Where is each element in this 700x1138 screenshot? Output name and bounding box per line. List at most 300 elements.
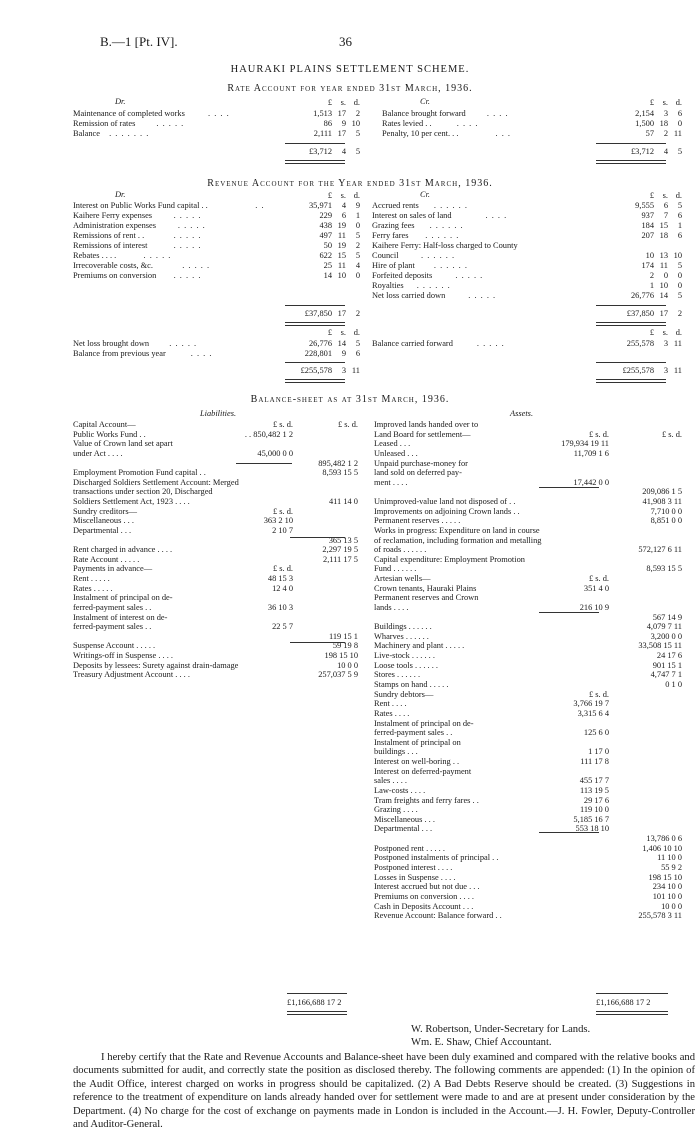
asset-inner-amount: £ s. d. bbox=[588, 429, 609, 439]
revenue-left-row-pounds: 35,971 bbox=[308, 201, 332, 210]
liability-row bbox=[73, 632, 363, 642]
revenue-right-row bbox=[372, 241, 682, 251]
rate-right-total-pence: 5 bbox=[677, 147, 682, 156]
rate-right-row-leader: . . . bbox=[495, 129, 511, 138]
rate-right-row-leader: . . . . bbox=[486, 109, 509, 118]
revenue-right-row bbox=[372, 261, 682, 271]
rate-left-row-shillings: 17 bbox=[337, 109, 346, 118]
liability-row bbox=[73, 430, 363, 440]
revenue-right2-total-shillings: 3 bbox=[663, 366, 668, 375]
asset-row bbox=[374, 873, 684, 883]
revenue-left2-currency-pounds: £ bbox=[327, 328, 332, 337]
revenue-right2-row-pounds: 255,578 bbox=[626, 339, 654, 348]
revenue-left-row-label: Rebates . . . . bbox=[73, 251, 117, 260]
revenue-left-currency-pounds: £ bbox=[327, 191, 332, 200]
rate-right-total-shillings: 4 bbox=[663, 147, 668, 156]
liability-row bbox=[73, 574, 363, 584]
revenue-left2-row-pounds: 228,801 bbox=[304, 349, 332, 358]
asset-outer-amount: 8,851 0 0 bbox=[650, 516, 682, 526]
rate-left-row-leader: . . . . . bbox=[156, 119, 185, 128]
rate-right-row-label: Penalty, 10 per cent. . . bbox=[382, 129, 459, 138]
asset-label: land sold on deferred pay- bbox=[374, 468, 462, 478]
asset-row bbox=[374, 815, 684, 825]
liability-inner-amount: 12 4 0 bbox=[272, 583, 293, 593]
asset-outer-amount: 567 14 9 bbox=[652, 612, 682, 622]
revenue-right-row bbox=[372, 201, 682, 211]
revenue-dr-label: Dr. bbox=[115, 190, 126, 199]
asset-debtors-rule bbox=[539, 832, 599, 833]
revenue-right-row bbox=[372, 211, 682, 221]
revenue-left-row-pounds: 25 bbox=[323, 261, 332, 270]
rate-right-total bbox=[382, 147, 682, 157]
revenue-left2-row-leader: . . . . bbox=[190, 349, 213, 358]
revenue-left-row-shillings: 19 bbox=[337, 221, 346, 230]
revenue-right-row-shillings: 6 bbox=[663, 201, 668, 210]
revenue-right-row-shillings: 15 bbox=[659, 221, 668, 230]
revenue-right-row-pounds: 10 bbox=[645, 251, 654, 260]
asset-row bbox=[374, 632, 684, 642]
revenue-right-total-pence: 2 bbox=[677, 309, 682, 318]
liability-subtotal-amount: 257,037 5 9 bbox=[318, 670, 358, 680]
revenue-right-row-pounds: 26,776 bbox=[630, 291, 654, 300]
revenue-left2-row-leader: . . . . . bbox=[169, 339, 198, 348]
liability-label: under Act . . . . bbox=[73, 448, 123, 458]
revenue-right-row-shillings: 7 bbox=[663, 211, 668, 220]
asset-row bbox=[374, 728, 684, 738]
liability-label: Rates . . . . . bbox=[73, 583, 113, 593]
revenue-right-row-leader: . . . . . . bbox=[416, 281, 451, 290]
asset-row bbox=[374, 834, 684, 844]
revenue-right-row-label: Kaihere Ferry: Half-loss charged to County bbox=[372, 241, 518, 250]
revenue-left-row-leader: . . . . . bbox=[177, 221, 206, 230]
revenue-left-row bbox=[73, 251, 360, 261]
asset-label: Departmental . . . bbox=[374, 824, 433, 834]
liability-inner-amount: 363 2 10 bbox=[263, 516, 293, 526]
rate-right-row-shillings: 2 bbox=[663, 129, 668, 138]
asset-label: Leased . . . bbox=[374, 439, 411, 449]
asset-inner-amount: 455 17 7 bbox=[579, 776, 609, 786]
revenue-right-row-pounds: 207 bbox=[641, 231, 654, 240]
revenue-left-row-shillings: 15 bbox=[337, 251, 346, 260]
asset-outer-amount: 1,406 10 10 bbox=[642, 843, 682, 853]
revenue-right-row-pence: 0 bbox=[677, 271, 682, 280]
revenue-left-row bbox=[73, 231, 360, 241]
rate-left-total-pounds: £3,712 bbox=[308, 147, 332, 156]
asset-row bbox=[374, 430, 684, 440]
asset-row bbox=[374, 863, 684, 873]
revenue-right2-row bbox=[372, 339, 682, 349]
revenue-right-row-pounds: 9,555 bbox=[635, 201, 654, 210]
asset-label: sales . . . . bbox=[374, 776, 408, 786]
asset-outer-amount: 901 15 1 bbox=[652, 660, 682, 670]
revenue-right-row-label: Forfeited deposits bbox=[372, 271, 433, 280]
revenue-left-row-pence: 0 bbox=[355, 271, 360, 280]
revenue-left-row-pence: 4 bbox=[355, 261, 360, 270]
revenue-right2-currency-pence: d. bbox=[675, 328, 682, 337]
rate-right-row bbox=[382, 129, 682, 139]
revenue-left-rule bbox=[285, 305, 345, 306]
liability-outer-amount: 895,482 1 2 bbox=[318, 458, 358, 468]
liability-total-rule bbox=[287, 993, 347, 994]
asset-outer-amount: £ s. d. bbox=[661, 429, 682, 439]
asset-row bbox=[374, 882, 684, 892]
asset-label: Rent . . . . bbox=[374, 699, 407, 709]
revenue-right-row bbox=[372, 291, 682, 301]
rate-right-currency-pounds: £ bbox=[649, 98, 654, 107]
asset-outer-amount: 101 10 0 bbox=[652, 891, 682, 901]
rate-right-row-pence: 11 bbox=[673, 129, 682, 138]
asset-inner-amount: 216 10 9 bbox=[579, 602, 609, 612]
rate-left-currency-pence: d. bbox=[353, 98, 360, 107]
liability-label: Rent . . . . . bbox=[73, 574, 110, 584]
asset-row bbox=[374, 516, 684, 526]
rate-right-currency bbox=[382, 98, 682, 108]
revenue-right-row bbox=[372, 251, 682, 261]
rate-left-row bbox=[73, 109, 360, 119]
revenue-left-row bbox=[73, 261, 360, 271]
liability-inner-amount: 48 15 3 bbox=[267, 574, 293, 584]
rate-right-row-pence: 6 bbox=[677, 109, 682, 118]
signature-chief-accountant: Wm. E. Shaw, Chief Accountant. bbox=[411, 1037, 552, 1048]
rate-right-currency-shillings: s. bbox=[662, 98, 668, 107]
asset-row bbox=[374, 719, 684, 729]
asset-row bbox=[374, 613, 684, 623]
asset-label: Instalment of principal on de- bbox=[374, 718, 474, 728]
liability-label: Miscellaneous . . . bbox=[73, 516, 134, 526]
asset-outer-amount: 572,127 6 11 bbox=[638, 545, 682, 555]
rate-left-row-pence: 2 bbox=[355, 109, 360, 118]
asset-row bbox=[374, 420, 684, 430]
revenue-left-row bbox=[73, 221, 360, 231]
liability-label: Soldiers Settlement Act, 1923 . . . . bbox=[73, 497, 190, 507]
rate-left-row-label: Maintenance of completed works bbox=[73, 109, 185, 118]
revenue-left-row-pence: 2 bbox=[355, 241, 360, 250]
revenue-left-total bbox=[73, 309, 360, 319]
revenue-left-currency bbox=[73, 191, 360, 201]
revenue-left-row-shillings: 19 bbox=[337, 241, 346, 250]
revenue-left-total-pounds: £37,850 bbox=[304, 309, 332, 318]
revenue-left2-row-pounds: 26,776 bbox=[308, 339, 332, 348]
revenue-right-row-leader: . . . . . . bbox=[433, 201, 468, 210]
asset-row bbox=[374, 709, 684, 719]
liability-row bbox=[73, 584, 363, 594]
rate-right-row-pounds: 1,500 bbox=[635, 119, 654, 128]
revenue-right-row-pounds: 937 bbox=[641, 211, 654, 220]
revenue-right-row bbox=[372, 281, 682, 291]
liability-row bbox=[73, 468, 363, 478]
asset-row bbox=[374, 545, 684, 555]
liability-label: Discharged Soldiers Settlement Account: Merged bbox=[73, 477, 239, 487]
asset-inner-amount: 119 10 0 bbox=[579, 805, 609, 815]
rate-left-total-pence: 5 bbox=[355, 147, 360, 156]
asset-outer-amount: 41,908 3 11 bbox=[642, 497, 682, 507]
asset-outer-amount: 11 10 0 bbox=[657, 853, 682, 863]
liability-inner-amount: 36 10 3 bbox=[267, 602, 293, 612]
liability-label: Rent charged in advance . . . . bbox=[73, 545, 173, 555]
liability-label: Employment Promotion Fund capital . . bbox=[73, 468, 206, 478]
asset-label: Tram freights and ferry fares . . bbox=[374, 795, 479, 805]
audit-certificate: I hereby certify that the Rate and Revenue Accounts and Balance-sheet have been duly examined and compared with the relative books and documents submitted for audit, and correctly state the position as disclosed thereby. The following comments are appended: (1) In the opinion of the Audit Office, interest charged on works in progress should be capitalized. (2) A Bad Debts Reserve should be created. (3) Suggestions in reference to the treatment of expenditure on lands already handed over for settlement were made to and are at present under consideration by the Department. (4) No charge for the cost of exchange on payments made in London is included in the Account.—J. H. Fowler, Deputy-Controller and Auditor-General. bbox=[73, 1052, 695, 1131]
revenue-right-total bbox=[372, 309, 682, 319]
asset-row bbox=[374, 805, 684, 815]
asset-row bbox=[374, 757, 684, 767]
report-reference: B.—1 [Pt. IV]. bbox=[100, 34, 178, 49]
revenue-right2-currency bbox=[372, 328, 682, 338]
rate-left-row-pounds: 1,513 bbox=[313, 109, 332, 118]
asset-label: Grazing . . . . bbox=[374, 805, 418, 815]
rate-right-row-pence: 0 bbox=[677, 119, 682, 128]
revenue-left-row-pence: 5 bbox=[355, 231, 360, 240]
revenue-left2-row-pence: 6 bbox=[355, 349, 360, 358]
liability-row bbox=[73, 651, 363, 661]
rate-left-row-pence: 10 bbox=[351, 119, 360, 128]
asset-inner-amount: 125 6 0 bbox=[583, 728, 609, 738]
asset-inner-amount: 5,185 16 7 bbox=[573, 814, 609, 824]
asset-label: Postponed interest . . . . bbox=[374, 862, 453, 872]
revenue-right2-row-shillings: 3 bbox=[663, 339, 668, 348]
asset-label: Wharves . . . . . . bbox=[374, 631, 429, 641]
asset-label: ferred-payment sales . . bbox=[374, 728, 453, 738]
revenue-right2-currency-pounds: £ bbox=[649, 328, 654, 337]
asset-inner-amount: 553 18 10 bbox=[575, 824, 609, 834]
asset-inner-amount: 11,709 1 6 bbox=[573, 448, 609, 458]
revenue-right2-rule bbox=[596, 362, 666, 363]
rate-right-total-pounds: £3,712 bbox=[630, 147, 654, 156]
liability-inner-amount: £ s. d. bbox=[272, 420, 293, 429]
asset-row bbox=[374, 555, 684, 565]
revenue-left-row-leader: . . . . . bbox=[182, 261, 211, 270]
revenue-right-row-pence: 10 bbox=[673, 251, 682, 260]
revenue-left-row bbox=[73, 271, 360, 281]
rate-left-row-leader: . . . . . . . bbox=[109, 129, 150, 138]
asset-outer-amount: 24 17 6 bbox=[656, 651, 682, 661]
liability-subtotal-amount: £ s. d. bbox=[337, 420, 358, 429]
revenue-right-total-pounds: £37,850 bbox=[626, 309, 654, 318]
asset-inner-amount: 1 17 0 bbox=[588, 747, 609, 757]
asset-label: Artesian wells— bbox=[374, 574, 431, 584]
rate-left-currency-shillings: s. bbox=[340, 98, 346, 107]
asset-row bbox=[374, 796, 684, 806]
liability-inner-amount: . . 850,482 1 2 bbox=[244, 429, 293, 439]
revenue-left-row bbox=[73, 201, 360, 211]
asset-label: buildings . . . bbox=[374, 747, 418, 757]
revenue-left2-total bbox=[73, 366, 360, 376]
asset-label: Postponed instalments of principal . . bbox=[374, 853, 499, 863]
revenue-right-row-shillings: 14 bbox=[659, 291, 668, 300]
revenue-account-heading: Revenue Account for the Year ended 31st March, 1936. bbox=[207, 178, 493, 189]
liability-label: Instalment of principal on de- bbox=[73, 593, 173, 603]
asset-label: Rates . . . . bbox=[374, 708, 410, 718]
revenue-right2-row-label: Balance carried forward bbox=[372, 339, 453, 348]
revenue-left-row-leader: . . . . . bbox=[143, 251, 172, 260]
revenue-right-row-label: Accrued rents bbox=[372, 201, 419, 210]
rate-left-row-pence: 5 bbox=[355, 129, 360, 138]
asset-row bbox=[374, 459, 684, 469]
revenue-left-double-rule bbox=[285, 322, 345, 326]
revenue-right-double-rule bbox=[596, 322, 666, 326]
rate-left-row bbox=[73, 119, 360, 129]
liability-row bbox=[73, 497, 363, 507]
asset-label: Capital expenditure: Employment Promotion bbox=[374, 554, 525, 564]
asset-label: Fund . . . . . . bbox=[374, 564, 417, 574]
asset-row bbox=[374, 670, 684, 680]
revenue-right-row-pounds: 2 bbox=[649, 271, 654, 280]
revenue-right2-total-pounds: £255,578 bbox=[622, 366, 654, 375]
revenue-left-currency-shillings: s. bbox=[340, 191, 346, 200]
asset-row bbox=[374, 439, 684, 449]
asset-label: Premiums on conversion . . . . bbox=[374, 891, 475, 901]
asset-row bbox=[374, 584, 684, 594]
rate-left-row bbox=[73, 129, 360, 139]
revenue-right-row-pence: 5 bbox=[677, 201, 682, 210]
asset-row bbox=[374, 641, 684, 651]
rate-left-total-shillings: 4 bbox=[341, 147, 346, 156]
rate-right-row-shillings: 3 bbox=[663, 109, 668, 118]
liability-row bbox=[73, 555, 363, 565]
rate-left-currency-pounds: £ bbox=[327, 98, 332, 107]
asset-label: Permanent reserves . . . . . bbox=[374, 516, 461, 526]
liability-inner-amount: £ s. d. bbox=[272, 564, 293, 574]
liability-payments-rule bbox=[290, 642, 345, 643]
revenue-left-row-pounds: 622 bbox=[319, 251, 332, 260]
balance-sheet-heading: Balance-sheet as at 31st March, 1936. bbox=[250, 394, 450, 405]
asset-inner-amount: 111 17 8 bbox=[580, 757, 609, 767]
liability-row bbox=[73, 478, 363, 488]
rate-left-currency bbox=[73, 98, 360, 108]
revenue-left2-row-pence: 5 bbox=[355, 339, 360, 348]
liability-capital-rule bbox=[236, 463, 292, 464]
asset-row bbox=[374, 487, 684, 497]
revenue-right2-double-rule bbox=[596, 379, 666, 383]
revenue-right-row-shillings: 13 bbox=[659, 251, 668, 260]
revenue-right-row-pence: 5 bbox=[677, 261, 682, 270]
revenue-right-row-pence: 6 bbox=[677, 211, 682, 220]
asset-row bbox=[374, 680, 684, 690]
revenue-left-row-pence: 9 bbox=[355, 201, 360, 210]
asset-label: Loose tools . . . . . . bbox=[374, 660, 438, 670]
asset-row bbox=[374, 776, 684, 786]
revenue-left2-currency bbox=[73, 328, 360, 338]
revenue-left2-row-label: Net loss brought down bbox=[73, 339, 150, 348]
liability-label: Deposits by lessees: Surety against drain-damage bbox=[73, 660, 239, 670]
revenue-right-row-pence: 1 bbox=[677, 221, 682, 230]
asset-outer-amount: 55 9 2 bbox=[661, 862, 682, 872]
liability-row bbox=[73, 593, 363, 603]
asset-label: Works in progress: Expenditure on land in course bbox=[374, 525, 540, 535]
asset-row bbox=[374, 853, 684, 863]
revenue-right2-row-pence: 11 bbox=[673, 339, 682, 348]
revenue-right-row-label: Interest on sales of land bbox=[372, 211, 452, 220]
rate-right-row-label: Balance brought forward bbox=[382, 109, 466, 118]
liability-row bbox=[73, 459, 363, 469]
liability-row bbox=[73, 487, 363, 497]
asset-row bbox=[374, 507, 684, 517]
revenue-right-row-shillings: 0 bbox=[663, 271, 668, 280]
revenue-right-row-shillings: 11 bbox=[659, 261, 668, 270]
liability-label: Treasury Adjustment Account . . . . bbox=[73, 670, 190, 680]
asset-row bbox=[374, 622, 684, 632]
revenue-left-row bbox=[73, 211, 360, 221]
asset-double-rule bbox=[596, 1011, 668, 1015]
rate-left-row-shillings: 17 bbox=[337, 129, 346, 138]
revenue-right-row bbox=[372, 221, 682, 231]
asset-inner-amount: 351 4 0 bbox=[583, 583, 609, 593]
revenue-right-row-shillings: 18 bbox=[659, 231, 668, 240]
liability-row bbox=[73, 516, 363, 526]
asset-outer-amount: 0 1 0 bbox=[665, 680, 682, 689]
asset-label: Interest on deferred-payment bbox=[374, 766, 472, 776]
liability-row bbox=[73, 661, 363, 671]
asset-label: Stores . . . . . . bbox=[374, 670, 421, 680]
asset-outer-amount: 10 0 0 bbox=[661, 901, 682, 911]
liability-label: Value of Crown land set apart bbox=[73, 439, 173, 449]
liability-label: transactions under section 20, Discharged bbox=[73, 487, 213, 497]
revenue-left-row-label: Irrecoverable costs, &c. bbox=[73, 261, 153, 270]
rate-left-row-shillings: 9 bbox=[341, 119, 346, 128]
revenue-left2-row-label: Balance from previous year bbox=[73, 349, 166, 358]
asset-row bbox=[374, 574, 684, 584]
revenue-cr-label: Cr. bbox=[420, 190, 431, 199]
rate-right-row bbox=[382, 109, 682, 119]
revenue-left-row-label: Administration expenses bbox=[73, 221, 157, 230]
asset-outer-amount: 3,200 0 0 bbox=[650, 631, 682, 641]
liability-row bbox=[73, 545, 363, 555]
revenue-left-row-shillings: 10 bbox=[337, 271, 346, 280]
page-number: 36 bbox=[339, 34, 352, 49]
asset-label: Machinery and plant . . . . . bbox=[374, 641, 465, 651]
revenue-left-row-leader: . . bbox=[255, 201, 265, 210]
rate-right-row-pounds: 57 bbox=[645, 129, 654, 138]
revenue-right-row-pounds: 184 bbox=[641, 221, 654, 230]
revenue-left-total-pence: 2 bbox=[355, 309, 360, 318]
rate-left-double-rule bbox=[285, 160, 345, 164]
asset-label: ment . . . . bbox=[374, 477, 408, 487]
asset-label: Crown tenants, Hauraki Plains bbox=[374, 583, 477, 593]
asset-inner-amount: 3,315 6 4 bbox=[577, 708, 609, 718]
asset-label: Interest on well-boring . . bbox=[374, 757, 460, 767]
revenue-left2-total-pence: 11 bbox=[351, 366, 360, 375]
revenue-right-row-label: Ferry fares bbox=[372, 231, 409, 240]
asset-label: Land Board for settlement— bbox=[374, 429, 471, 439]
liability-label: Payments in advance— bbox=[73, 564, 153, 574]
revenue-right-row-label: Grazing fees bbox=[372, 221, 415, 230]
asset-row bbox=[374, 526, 684, 536]
revenue-left-row-label: Kaihere Ferry expenses bbox=[73, 211, 153, 220]
rate-right-row-label: Rates levied . . bbox=[382, 119, 432, 128]
asset-label: Improved lands handed over to bbox=[374, 420, 479, 429]
signature-under-secretary: W. Robertson, Under-Secretary for Lands. bbox=[411, 1024, 591, 1035]
asset-outer-amount: 7,710 0 0 bbox=[650, 506, 682, 516]
revenue-left2-currency-shillings: s. bbox=[340, 328, 346, 337]
asset-label: Revenue Account: Balance forward . . bbox=[374, 911, 502, 921]
liability-subtotal-amount: 2,297 19 5 bbox=[322, 545, 358, 555]
liability-inner-amount: £ s. d. bbox=[272, 506, 293, 516]
revenue-right-row-pence: 6 bbox=[677, 231, 682, 240]
asset-outer-amount: 4,079 7 11 bbox=[646, 622, 682, 632]
liability-subtotal-amount: 119 15 1 bbox=[328, 631, 358, 641]
revenue-right-row-label: Council bbox=[372, 251, 399, 260]
liability-label: Suspense Account . . . . . bbox=[73, 641, 156, 651]
liability-label: ferred-payment sales . . bbox=[73, 602, 152, 612]
document-title: HAURAKI PLAINS SETTLEMENT SCHEME. bbox=[230, 64, 470, 75]
liability-label: Instalment of interest on de- bbox=[73, 612, 168, 622]
liability-subtotal-amount: 198 15 10 bbox=[324, 651, 358, 661]
asset-label: Live-stock . . . . . . bbox=[374, 651, 435, 661]
asset-row bbox=[374, 699, 684, 709]
rate-right-row-pounds: 2,154 bbox=[635, 109, 654, 118]
rate-account-heading: Rate Account for year ended 31st March, 1936. bbox=[227, 83, 473, 94]
liability-label: Sundry creditors— bbox=[73, 506, 137, 516]
